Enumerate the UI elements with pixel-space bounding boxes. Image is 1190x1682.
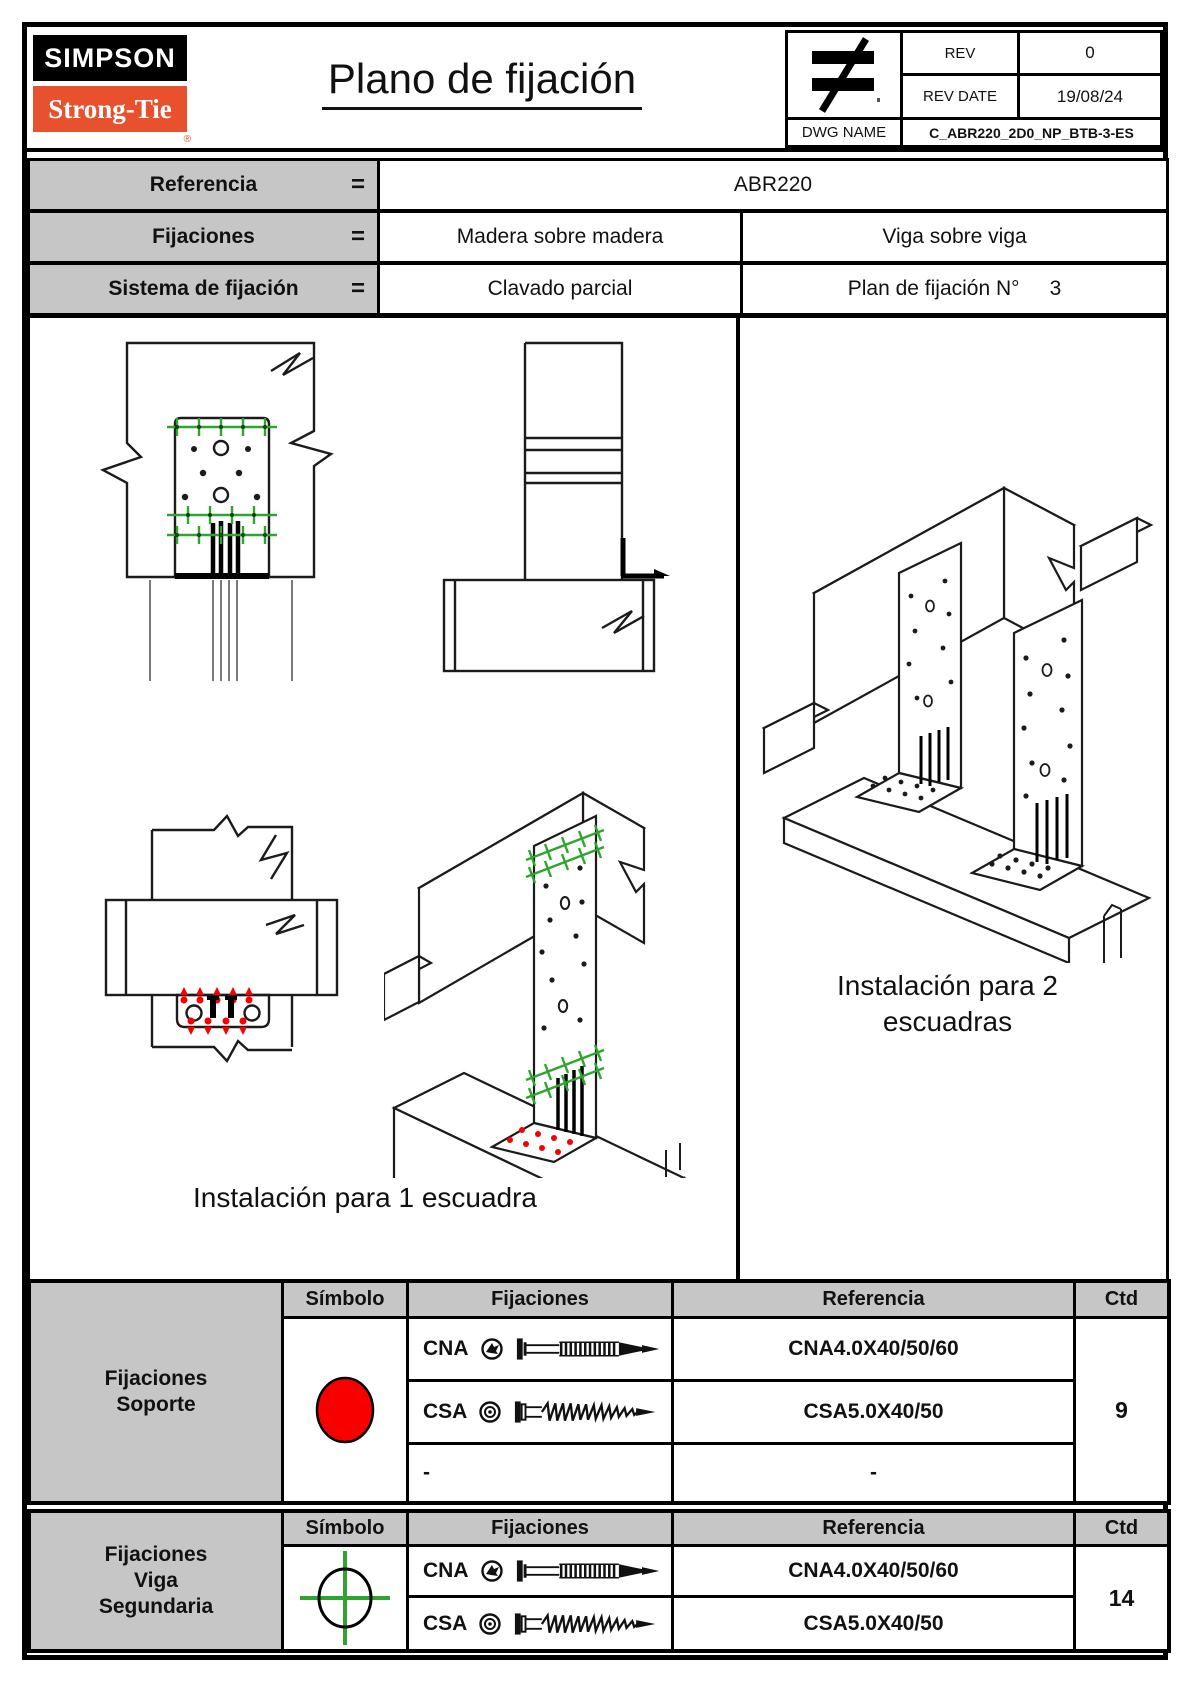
break-symbol-icon [266,915,304,934]
red-circle-icon [310,1373,380,1447]
referencia-label: Referencia = [30,161,380,209]
sheet-frame [22,22,1168,1660]
reference-csa: CSA5.0X40/50 [674,1382,1076,1445]
header-fijaciones: Fijaciones [409,1283,674,1319]
header-ctd: Ctd [1076,1283,1167,1319]
revision-block [785,30,1163,148]
break-symbol-icon [271,353,313,375]
rev-label: REV [900,30,1020,76]
registered-mark: ® [183,134,191,145]
logo-strongtie: Strong-Tie [33,86,187,132]
fixing-row-csa: CSA [409,1598,674,1649]
fixing-row-cna: CNA [409,1319,674,1382]
nail-icon [515,1556,667,1586]
rev-date-label: REV DATE [900,73,1020,120]
logo-simpson: SIMPSON [33,35,187,81]
plan-fijacion-number: 3 [1049,277,1062,300]
sistema-label: Sistema de fijación = [30,265,380,313]
header-simbolo: Símbolo [284,1513,409,1547]
view-front-elevation [85,333,355,683]
view-side-elevation [392,333,672,678]
bracket-edge [621,538,664,576]
not-equal-icon [798,35,890,115]
fijaciones-value-left: Madera sobre madera [380,213,743,261]
reference-csa: CSA5.0X40/50 [674,1598,1076,1649]
nail-icon [515,1334,667,1364]
screw-icon [513,1609,665,1639]
qty-soporte: 9 [1076,1319,1167,1501]
break-symbol-icon [261,835,287,879]
group-label-soporte: Fijaciones Soporte [31,1283,284,1501]
dwg-name-label: DWG NAME [785,117,903,148]
table-fijaciones-soporte [27,1279,1171,1505]
green-crosshair-icon [290,1547,400,1649]
nails-front [213,521,238,577]
qty-viga: 14 [1076,1547,1167,1649]
symbol-cell-soporte [284,1319,409,1501]
caption-two-brackets: Instalación para 2 escuadras [836,970,1059,1038]
header-separator [27,148,1163,152]
view-isometric-one-bracket [384,778,729,1178]
csa-head-icon [477,1611,503,1637]
header-simbolo: Símbolo [284,1283,409,1319]
break-symbol-icon [602,611,644,633]
sistema-value-left: Clavado parcial [380,265,743,313]
dwg-name-value: C_ABR220_2D0_NP_BTB-3-ES [900,117,1163,148]
reference-cna: CNA4.0X40/50/60 [674,1319,1076,1382]
fixing-row-empty: - [409,1445,674,1501]
header-ctd: Ctd [1076,1513,1167,1547]
table-fijaciones-viga [27,1509,1171,1653]
rev-date-value: 19/08/24 [1017,73,1163,120]
header-referencia: Referencia [674,1513,1076,1547]
panel-divider [736,318,740,1282]
rev-value: 0 [1017,30,1163,76]
reference-cna: CNA4.0X40/50/60 [674,1547,1076,1598]
screw-icon [513,1397,665,1427]
caption-one-bracket: Instalación para 1 escuadra [193,1182,537,1213]
info-row-referencia [27,158,1169,212]
equals-sign: = [350,171,365,198]
plan-fijacion-cell [743,265,1166,313]
equals-sign: = [350,223,365,250]
view-bottom [90,803,360,1068]
header-fijaciones: Fijaciones [409,1513,674,1547]
reference-empty: - [674,1445,1076,1501]
view-isometric-two-brackets [759,418,1164,963]
fixing-row-cna: CNA [409,1547,674,1598]
drawing-area [27,315,1169,1285]
cna-head-icon [479,1558,505,1584]
not-equal-symbol-cell [785,30,903,120]
fijaciones-label: Fijaciones = [30,213,380,261]
fixing-row-csa: CSA [409,1382,674,1445]
fijaciones-value-right: Viga sobre viga [882,225,1027,248]
header-referencia: Referencia [674,1283,1076,1319]
csa-head-icon [477,1399,503,1425]
plan-fijacion-label: Plan de fijación N° [847,277,1020,300]
logo [33,35,191,145]
group-label-viga: Fijaciones Viga Segundaria [31,1513,284,1649]
cna-head-icon [479,1336,505,1362]
info-row-sistema [27,262,1169,316]
symbol-cell-viga [284,1547,409,1649]
equals-sign: = [350,275,365,302]
referencia-value: ABR220 [733,173,813,196]
page-title: Plano de fijación [267,55,697,110]
nails-bottom [207,996,237,1018]
info-row-fijaciones [27,210,1169,264]
